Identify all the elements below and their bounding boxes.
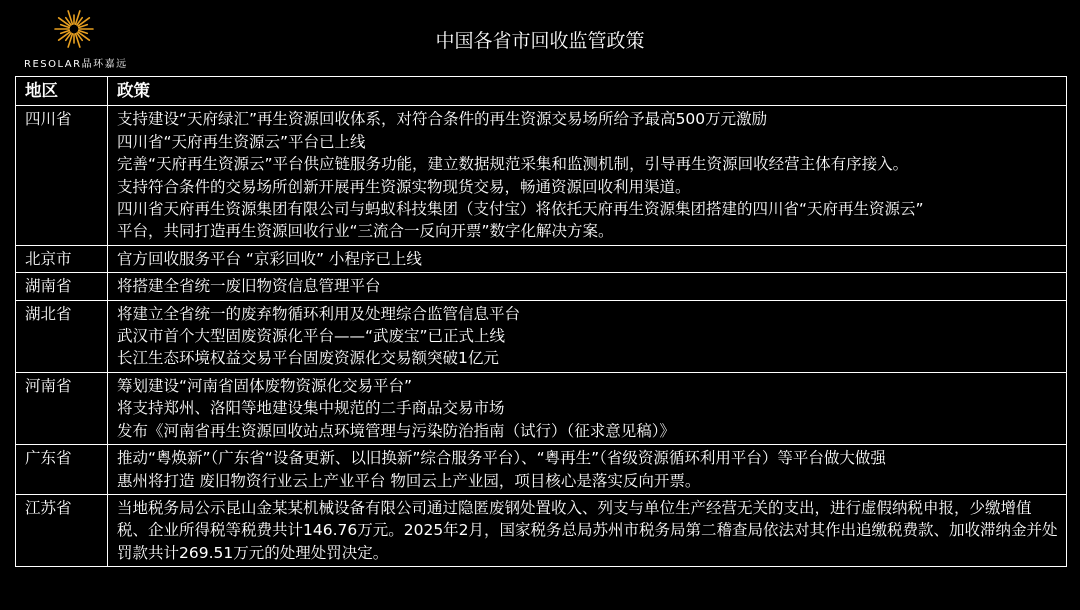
policy-cell [108,445,1067,495]
policy-paragraph: 当地税务局公示昆山金某某机械设备有限公司通过隐匿废钢处置收入、列支与单位生产经营无关的支出，进行虚假纳税申报，少缴增值税、企业所得税等税费共计146.76万元。2025年2月，国家税务总局苏州市税务局第二稽查局依法对其作出追缴税费款、加收滞纳金并处罚款共计269.51万元的处理处罚决定。 [117,498,1058,562]
region-cell: 广东省 [16,445,108,495]
policy-table [15,76,1067,567]
policy-cell [108,372,1067,444]
policy-cell [108,494,1067,566]
policy-line: 将搭建全省统一废旧物资信息管理平台 [117,277,381,296]
policy-line: 四川省天府再生资源集团有限公司与蚂蚁科技集团（支付宝）将依托天府再生资源集团搭建的四川省“天府再生资源云” [117,200,924,219]
policy-line: 筹划建设“河南省固体废物资源化交易平台” [117,376,413,395]
table-row [16,494,1067,566]
table-row [16,372,1067,444]
policy-line: 完善“天府再生资源云”平台供应链服务功能，建立数据规范采集和监测机制，引导再生资源回收经营主体有序接入。 [117,155,909,174]
policy-cell [108,106,1067,245]
policy-line: 发布《河南省再生资源回收站点环境管理与污染防治指南（试行）（征求意见稿）》 [117,421,676,440]
policy-line: 将支持郑州、洛阳等地建设集中规范的二手商品交易市场 [117,399,505,418]
policy-line: 将建立全省统一的废弃物循环利用及处理综合监管信息平台 [117,304,521,323]
policy-line: 官方回收服务平台 “京彩回收” 小程序已上线 [117,249,422,268]
policy-cell [108,300,1067,372]
column-header-region: 地区 [16,77,108,106]
policy-line: 惠州将打造 废旧物资行业云上产业平台 物回云上产业园，项目核心是落实反向开票。 [117,471,701,490]
policy-line: 推动“粤焕新”（广东省“设备更新、以旧换新”综合服务平台）、“粤再生”（省级资源循环利用平台）等平台做大做强 [117,449,886,468]
policy-line: 武汉市首个大型固废资源化平台——“武废宝”已正式上线 [117,327,506,346]
region-cell: 湖北省 [16,300,108,372]
policy-cell [108,273,1067,300]
region-cell: 江苏省 [16,494,108,566]
policy-cell [108,245,1067,272]
region-cell: 四川省 [16,106,108,245]
column-header-policy: 政策 [108,77,1067,106]
region-cell: 北京市 [16,245,108,272]
table-header-row [16,77,1067,106]
region-cell: 湖南省 [16,273,108,300]
table-row [16,273,1067,300]
page-title: 中国各省市回收监管政策 [435,30,645,52]
policy-line: 平台，共同打造再生资源回收行业“三流合一反向开票”数字化解决方案。 [117,222,614,241]
table-row [16,300,1067,372]
policy-line: 支持符合条件的交易场所创新开展再生资源实物现货交易，畅通资源回收利用渠道。 [117,177,691,196]
policy-line: 四川省“天府再生资源云”平台已上线 [117,132,366,151]
policy-line: 长江生态环境权益交易平台固废资源化交易额突破1亿元 [117,349,499,368]
table-row [16,245,1067,272]
table-row [16,106,1067,245]
table-row [16,445,1067,495]
region-cell: 河南省 [16,372,108,444]
policy-line: 支持建设“天府绿汇”再生资源回收体系，对符合条件的再生资源交易场所给予最高500万元激励 [117,110,768,129]
logo-text: RESOLAR晶环嘉远 [24,59,128,70]
